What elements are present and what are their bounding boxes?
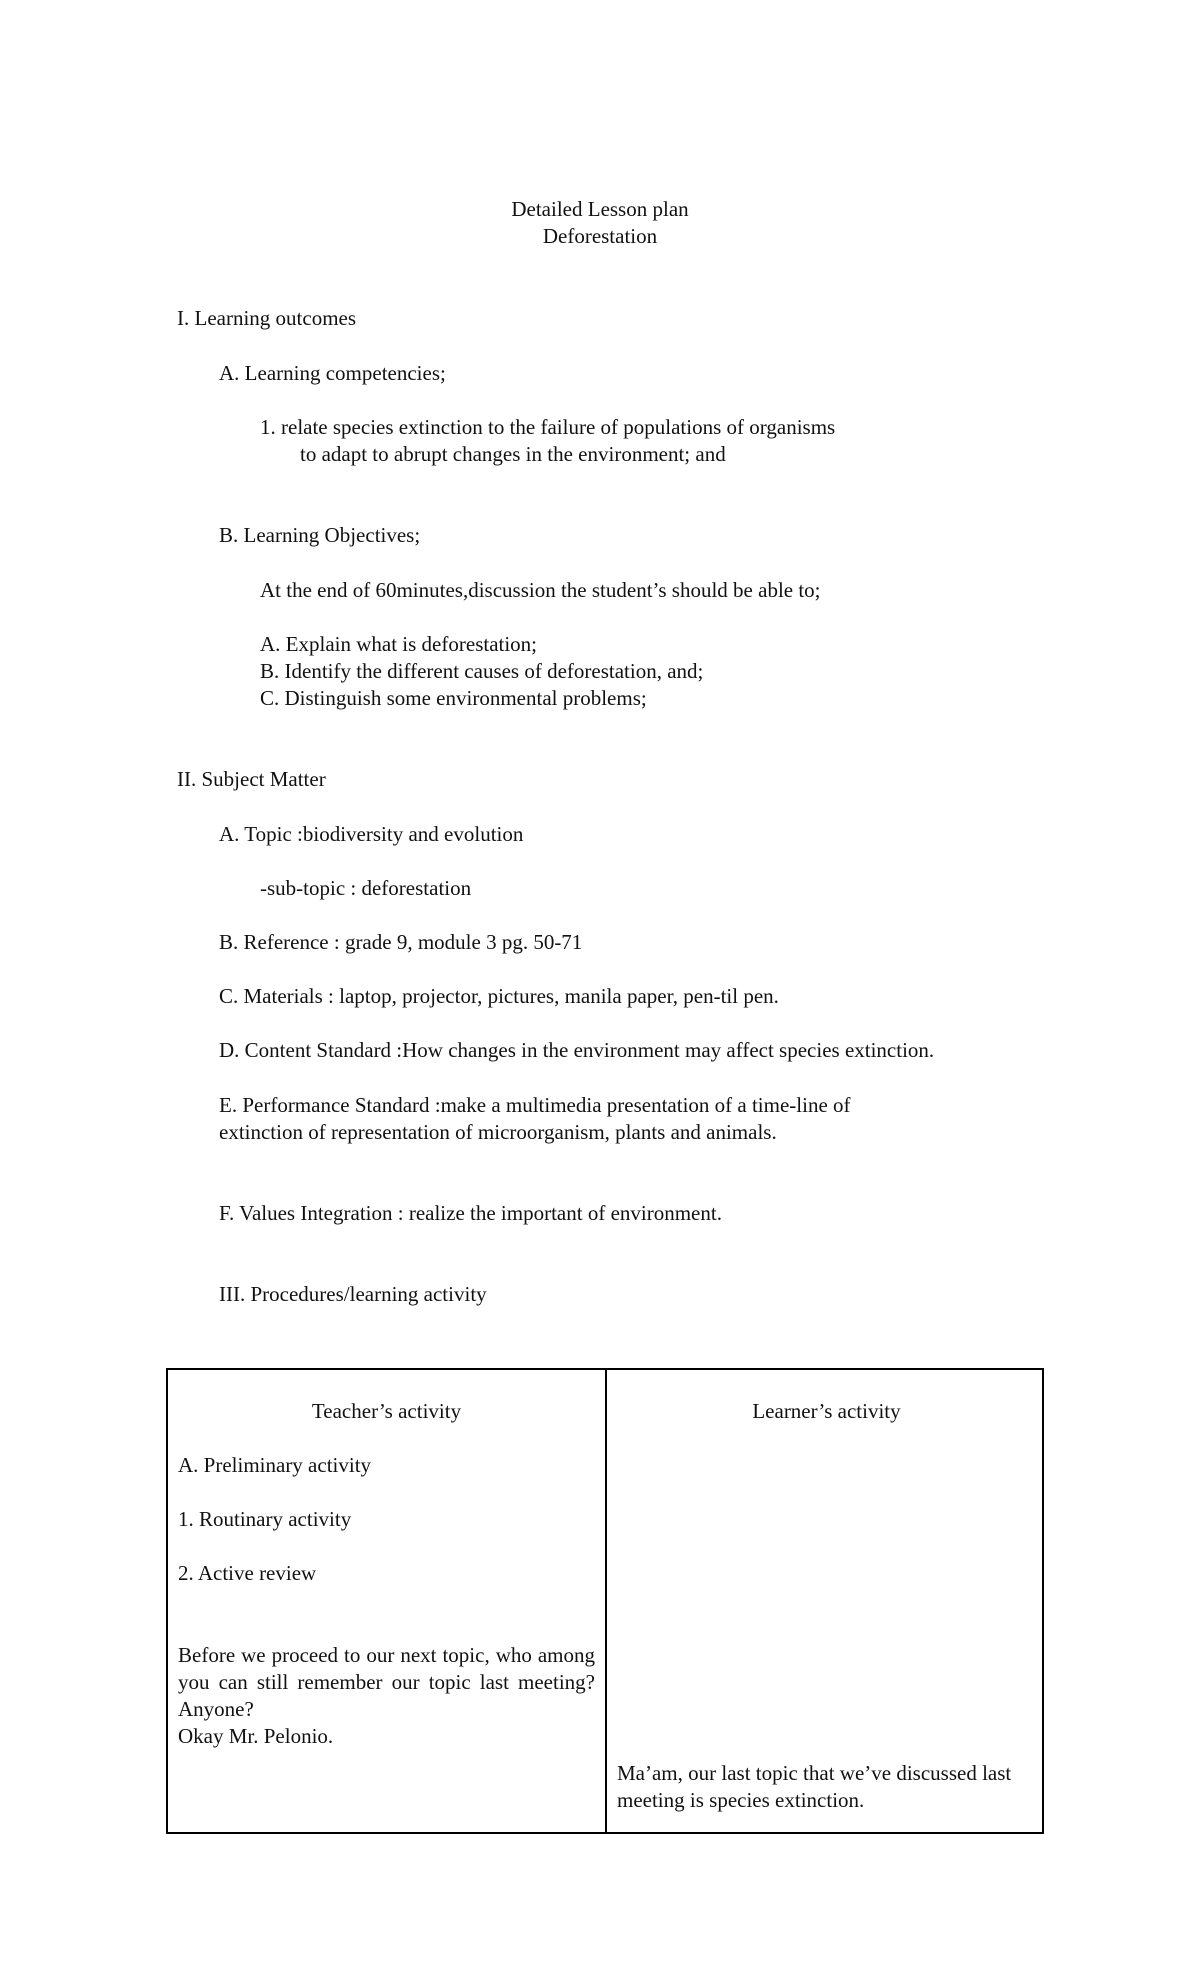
document-title: Detailed Lesson plan [511,197,689,221]
learner-activity-header: Learner’s activity [752,1399,901,1423]
section-subject-matter-heading: II. Subject Matter [177,767,326,791]
values-integration-line: F. Values Integration : realize the important of environment. [219,1201,722,1225]
reference-line: B. Reference : grade 9, module 3 pg. 50-71 [219,930,583,954]
teacher-call: Okay Mr. Pelonio. [178,1724,334,1748]
document-subtitle: Deforestation [542,224,658,248]
objective-item: B. Identify the different causes of deforestation, and; [260,659,704,683]
performance-standard-line2: extinction of representation of microorganism, plants and animals. [219,1120,777,1144]
subtopic-line: -sub-topic : deforestation [260,876,472,900]
competency-item-line1: 1. relate species extinction to the failure of populations of organisms [260,415,836,439]
objectives-intro: At the end of 60minutes,discussion the student’s should be able to; [260,578,821,602]
materials-line: C. Materials : laptop, projector, pictures, manila paper, pen-til pen. [219,984,779,1008]
active-review: 2. Active review [178,1561,317,1585]
activity-table [166,1368,1044,1834]
learning-competencies-heading: A. Learning competencies; [219,361,446,385]
performance-standard-line1: E. Performance Standard :make a multimedia presentation of a time-line of [219,1093,851,1117]
teacher-activity-cell [167,1369,606,1833]
preliminary-activity: A. Preliminary activity [178,1453,372,1477]
learner-answer: Ma’am, our last topic that we’ve discussed last meeting is species extinction. [617,1761,1012,1812]
learning-objectives-heading: B. Learning Objectives; [219,523,421,547]
teacher-question: Before we proceed to our next topic, who among you can still remember our topic last meeting? Anyone? [178,1643,595,1721]
competency-item-line2: to adapt to abrupt changes in the environment; and [300,442,726,466]
section-learning-outcomes-heading: I. Learning outcomes [177,306,357,330]
content-standard-line: D. Content Standard :How changes in the environment may affect species extinction. [219,1038,935,1062]
objective-item: A. Explain what is deforestation; [260,632,538,656]
topic-line: A. Topic :biodiversity and evolution [219,822,524,846]
routinary-activity: 1. Routinary activity [178,1507,352,1531]
section-procedures-heading: III. Procedures/learning activity [219,1282,487,1306]
learner-activity-cell [606,1369,1043,1833]
objective-item: C. Distinguish some environmental problems; [260,686,647,710]
teacher-activity-header: Teacher’s activity [311,1399,462,1423]
